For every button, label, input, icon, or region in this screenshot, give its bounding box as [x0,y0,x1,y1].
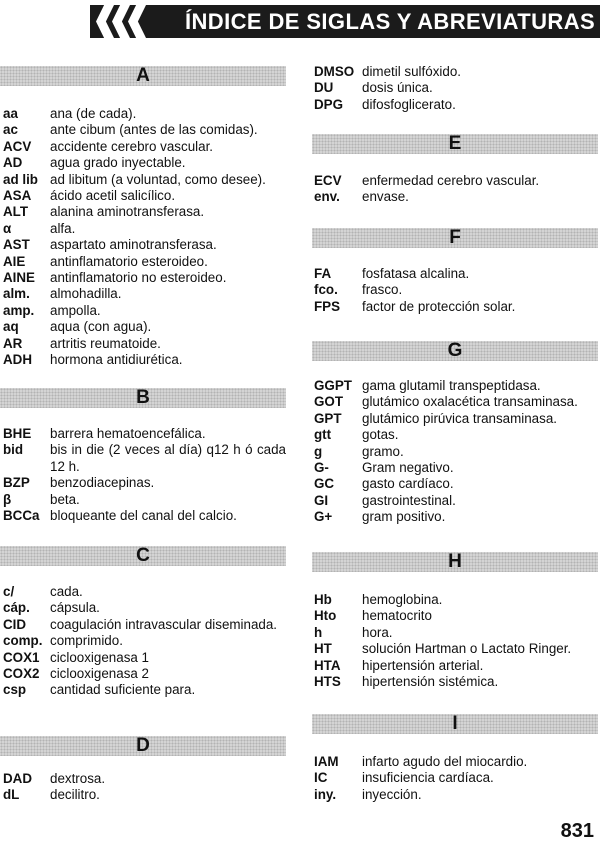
abbreviation: ECV [314,173,342,188]
abbreviation: aq [3,319,19,335]
abbreviation: α [3,220,12,236]
header-banner [90,5,600,38]
abbreviation: comp. [3,633,43,649]
definition: dextrosa. [50,771,106,786]
abbreviation: cáp. [3,600,30,616]
definition: bis in die (2 veces al día) q12 h ó cada 12 h. [50,442,286,474]
abbreviation: BZP [3,475,30,491]
abbreviation: ADH [3,352,33,367]
definition: cada. [50,584,83,599]
abbreviation: AIE [3,253,26,269]
chevron-left-icon [96,5,114,38]
abbreviation: BHE [3,426,32,441]
abbreviation: ASA [3,188,32,203]
abbreviation: GPT [314,410,342,426]
abbreviation: GGPT [314,378,352,393]
abbreviation: DPG [314,96,344,112]
definition: accidente cerebro vascular. [50,138,214,154]
section-header-d: D [0,736,286,756]
abbreviation: COX2 [3,666,40,681]
abbreviation: β [3,491,12,507]
abbreviation: DAD [3,771,33,786]
abbreviation: DU [314,80,334,96]
abbreviation: dL [3,787,20,803]
page-number: 831 [560,820,594,842]
abbreviation: GOT [314,394,344,410]
abbreviation: CID [3,616,27,632]
abbreviation: gtt [314,427,332,443]
abbreviation: GC [314,476,335,492]
abbreviation: FA [314,266,332,281]
definition: hormona antidiurética. [50,352,183,367]
definition: dosis única. [362,80,433,96]
definition: difosfoglicerato. [362,96,456,112]
abbreviation: iny. [314,786,337,802]
definition: ante cibum (antes de las comidas). [50,122,258,138]
definition: gastrointestinal. [362,492,456,508]
abbreviation: HT [314,641,332,657]
definition: ampolla. [50,302,101,318]
abbreviation: Hto [314,608,337,624]
abbreviation: COX1 [3,649,40,665]
abbreviation: AINE [3,270,35,285]
definition: agua grado inyectable. [50,155,186,171]
definition: gramo. [362,443,404,459]
definition: alanina aminotransferasa. [50,204,205,220]
definition: coagulación intravascular diseminada. [50,616,278,632]
abbreviation: env. [314,189,340,205]
definition: hemoglobina. [362,592,443,607]
abbreviation: G- [314,460,329,475]
abbreviation: g [314,443,323,459]
section-header-g: G [312,341,598,361]
definition: bloqueante del canal del calcio. [50,508,237,523]
abbreviation: aa [3,106,18,121]
abbreviation: HTS [314,674,341,689]
definition: decilitro. [50,787,100,803]
definition: aqua (con agua). [50,319,152,335]
definition: benzodiacepinas. [50,475,155,491]
definition: beta. [50,491,80,507]
abbreviation: AD [3,155,23,171]
definition: ciclooxigenasa 2 [50,666,150,681]
abbreviation: BCCa [3,508,40,523]
definition: cantidad suficiente para. [50,682,196,698]
section-header-i: I [312,714,598,734]
abbreviation: fco. [314,282,338,298]
definition: Gram negativo. [362,460,454,475]
abbreviation: ac [3,122,18,138]
abbreviation: DMSO [314,64,355,79]
section-header-c: C [0,546,286,566]
definition: cápsula. [50,600,100,616]
abbreviation: bid [3,442,24,458]
abbreviation: FPS [314,298,341,314]
chevron-left-icon [112,5,130,38]
abbreviation: AR [3,335,23,351]
definition: frasco. [362,282,403,298]
definition: ácido acetil salicílico. [50,188,176,203]
definition: gotas. [362,427,399,443]
definition: barrera hematoencefálica. [50,426,206,441]
definition: envase. [362,189,409,205]
abbreviation: Hb [314,592,332,607]
definition: hora. [362,624,393,640]
definition: almohadilla. [50,286,122,302]
definition: inyección. [362,786,422,802]
section-header-f: F [312,228,598,248]
definition: gasto cardíaco. [362,476,454,492]
definition: antinflamatorio no esteroideo. [50,270,227,285]
definition: aspartato aminotransferasa. [50,237,217,253]
definition: dimetil sulfóxido. [362,64,461,79]
definition: solución Hartman o Lactato Ringer. [362,641,572,657]
chevron-left-icon [128,5,146,38]
abbreviation: ad lib [3,171,38,187]
abbreviation: ALT [3,204,29,220]
definition: gama glutamil transpeptidasa. [362,378,541,393]
definition: gram positivo. [362,509,446,525]
abbreviation: G+ [314,509,333,525]
definition: hipertensión arterial. [362,657,484,673]
section-header-a: A [0,66,286,86]
abbreviation: IAM [314,754,339,769]
definition: factor de protección solar. [362,298,516,314]
definition: insuficiencia cardíaca. [362,770,494,786]
definition: enfermedad cerebro vascular. [362,173,540,188]
abbreviation: c/ [3,584,15,599]
definition: glutámico oxalacética transaminasa. [362,394,578,410]
abbreviation: HTA [314,657,341,673]
section-header-e: E [312,134,598,154]
definition: antinflamatorio esteroideo. [50,253,208,269]
abbreviation: GI [314,492,329,508]
definition: glutámico pirúvica transaminasa. [362,410,557,426]
abbreviation: csp [3,682,27,698]
section-header-b: B [0,388,286,408]
abbreviation: amp. [3,302,35,318]
definition: comprimido. [50,633,123,649]
definition: alfa. [50,220,76,236]
page-title: ÍNDICE DE SIGLAS Y ABREVIATURAS [185,9,596,34]
abbreviation: alm. [3,286,30,302]
definition: ad libitum (a voluntad, como desee). [50,171,266,187]
abbreviation: AST [3,237,30,253]
definition: fosfatasa alcalina. [362,266,470,281]
definition: artritis reumatoide. [50,335,161,351]
abbreviation: ACV [3,138,32,154]
section-header-h: H [312,552,598,572]
definition: hipertensión sistémica. [362,674,499,689]
definition: ciclooxigenasa 1 [50,649,150,665]
definition: ana (de cada). [50,106,137,121]
abbreviation: h [314,624,323,640]
abbreviation: IC [314,770,328,786]
definition: hematocrito [362,608,432,624]
definition: infarto agudo del miocardio. [362,754,528,769]
